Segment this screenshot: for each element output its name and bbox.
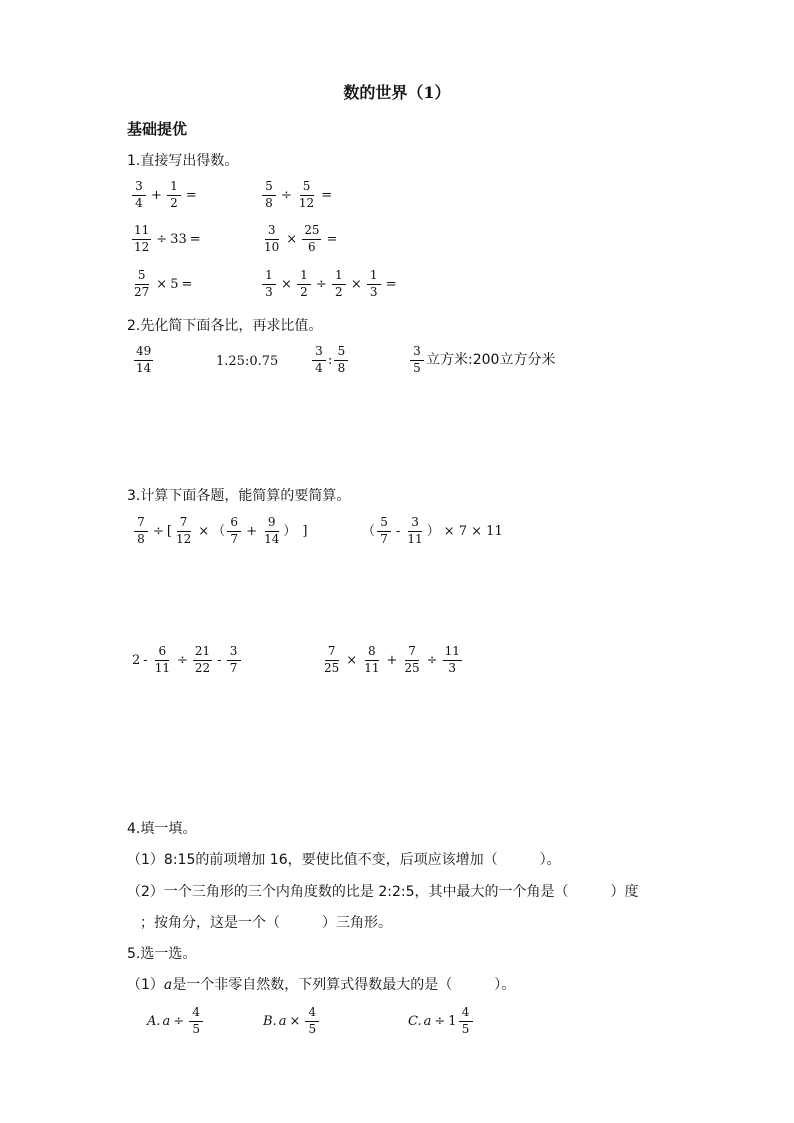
section-heading: 基础提优	[127, 120, 188, 138]
fraction: $\frac{5}{7}$	[377, 516, 391, 547]
q2-ratio-3: $\frac{3}{4}$ : $\frac{5}{8}$	[310, 345, 350, 376]
q2-ratio-4: $\frac{3}{5}$ 立方米:200立方分米	[408, 345, 555, 376]
fraction: $\frac{6}{11}$	[154, 644, 170, 675]
fraction: $\frac{7}{25}$	[404, 644, 420, 675]
q1-expr-1: $\frac{3}{4}$ + $\frac{1}{2}$ =	[130, 180, 200, 211]
fraction: $\frac{6}{7}$	[227, 516, 241, 547]
fraction: $\frac{3}{11}$	[407, 515, 423, 546]
fraction: $\frac{5}{27}$	[134, 268, 150, 299]
fraction: $\frac{3}{4}$	[312, 345, 326, 376]
fraction: $\frac{1}{2}$	[167, 180, 181, 211]
fraction: $\frac{5}{12}$	[298, 179, 315, 210]
q1-expr-5: $\frac{5}{27}$ × 5 =	[134, 268, 193, 299]
q5-option-a[interactable]: A. a ÷ $\frac{4}{5}$	[147, 1006, 205, 1037]
fraction: $\frac{49}{14}$	[136, 344, 152, 375]
fraction: $\frac{25}{6}$	[304, 223, 320, 254]
q2-label: 2.先化简下面各比，再求比值。	[127, 318, 323, 334]
q2-ratio-2: 1.25:0.75	[216, 354, 279, 369]
q1-expr-3: $\frac{11}{12}$ ÷ 33 =	[134, 223, 201, 254]
q3-label: 3.计算下面各题，能简算的要简算。	[127, 488, 351, 504]
fraction: $\frac{1}{2}$	[332, 269, 346, 300]
fraction: $\frac{7}{8}$	[134, 516, 148, 547]
q5-label: 5.选一选。	[127, 946, 197, 962]
fraction: $\frac{11}{12}$	[134, 223, 150, 254]
q1-expr-4: $\frac{3}{10}$ × $\frac{25}{6}$ =	[264, 223, 338, 254]
q5-option-b[interactable]: B. a × $\frac{4}{5}$	[263, 1006, 321, 1037]
fraction: $\frac{8}{11}$	[364, 644, 380, 675]
q5-part-1: （1）a是一个非零自然数，下列算式得数最大的是（ ）。	[127, 977, 516, 993]
fraction: $\frac{4}{5}$	[305, 1006, 319, 1037]
q4-part-2-line-1: （2）一个三角形的三个内角度数的比是 2:2:5，其中最大的一个角是（ ）度	[127, 884, 639, 900]
page-title: 数的世界（1）	[343, 83, 451, 102]
q1-expr-6: $\frac{1}{3}$ × $\frac{1}{2}$ ÷ $\frac{1}{2}$ × $\frac{1}{3}$ =	[260, 269, 400, 300]
q3-expr-2: （ $\frac{5}{7}$ - $\frac{3}{11}$ ） × 7 × 11	[362, 515, 503, 546]
fraction: $\frac{7}{25}$	[324, 644, 340, 675]
fraction: $\frac{5}{8}$	[334, 345, 348, 376]
q3-expr-4: $\frac{7}{25}$ × $\frac{8}{11}$ + $\frac{7}{25}$ ÷ $\frac{11}{3}$	[324, 644, 460, 675]
fraction: $\frac{1}{2}$	[297, 269, 311, 300]
q1-label: 1.直接写出得数。	[127, 153, 239, 169]
q3-expr-1: $\frac{7}{8}$ ÷ [ $\frac{7}{12}$ × （ $\frac{6}{7}$ + $\frac{9}{14}$ ） ]	[132, 516, 307, 547]
fraction: $\frac{11}{3}$	[444, 644, 460, 675]
q4-part-2-line-2: ；按角分，这是一个（ ）三角形。	[140, 915, 392, 931]
q4-label: 4.填一填。	[127, 821, 197, 837]
fraction: $\frac{3}{4}$	[132, 180, 146, 211]
fraction: $\frac{5}{8}$	[262, 180, 276, 211]
fraction: $\frac{3}{10}$	[264, 223, 280, 254]
fraction: $\frac{4}{5}$	[459, 1006, 473, 1037]
q2-ratio-1	[132, 345, 155, 376]
fraction: $\frac{9}{14}$	[264, 515, 280, 546]
fraction: $\frac{21}{22}$	[194, 644, 211, 675]
fraction: $\frac{1}{3}$	[262, 269, 276, 300]
fraction: $\frac{4}{5}$	[189, 1006, 203, 1037]
q3-expr-3: 2 - $\frac{6}{11}$ ÷ $\frac{21}{22}$ - $\frac{3}{7}$	[132, 645, 243, 676]
fraction: $\frac{1}{3}$	[367, 269, 381, 300]
fraction: $\frac{3}{5}$	[410, 345, 424, 376]
fraction: $\frac{3}{7}$	[227, 645, 241, 676]
fraction: $\frac{7}{12}$	[175, 515, 192, 546]
q1-expr-2: $\frac{5}{8}$ ÷ $\frac{5}{12}$ =	[260, 180, 335, 211]
q5-option-c[interactable]: C. a ÷ 1 $\frac{4}{5}$	[408, 1006, 475, 1037]
q4-part-1: （1）8:15的前项增加 16，要使比值不变，后项应该增加（ ）。	[127, 852, 561, 868]
